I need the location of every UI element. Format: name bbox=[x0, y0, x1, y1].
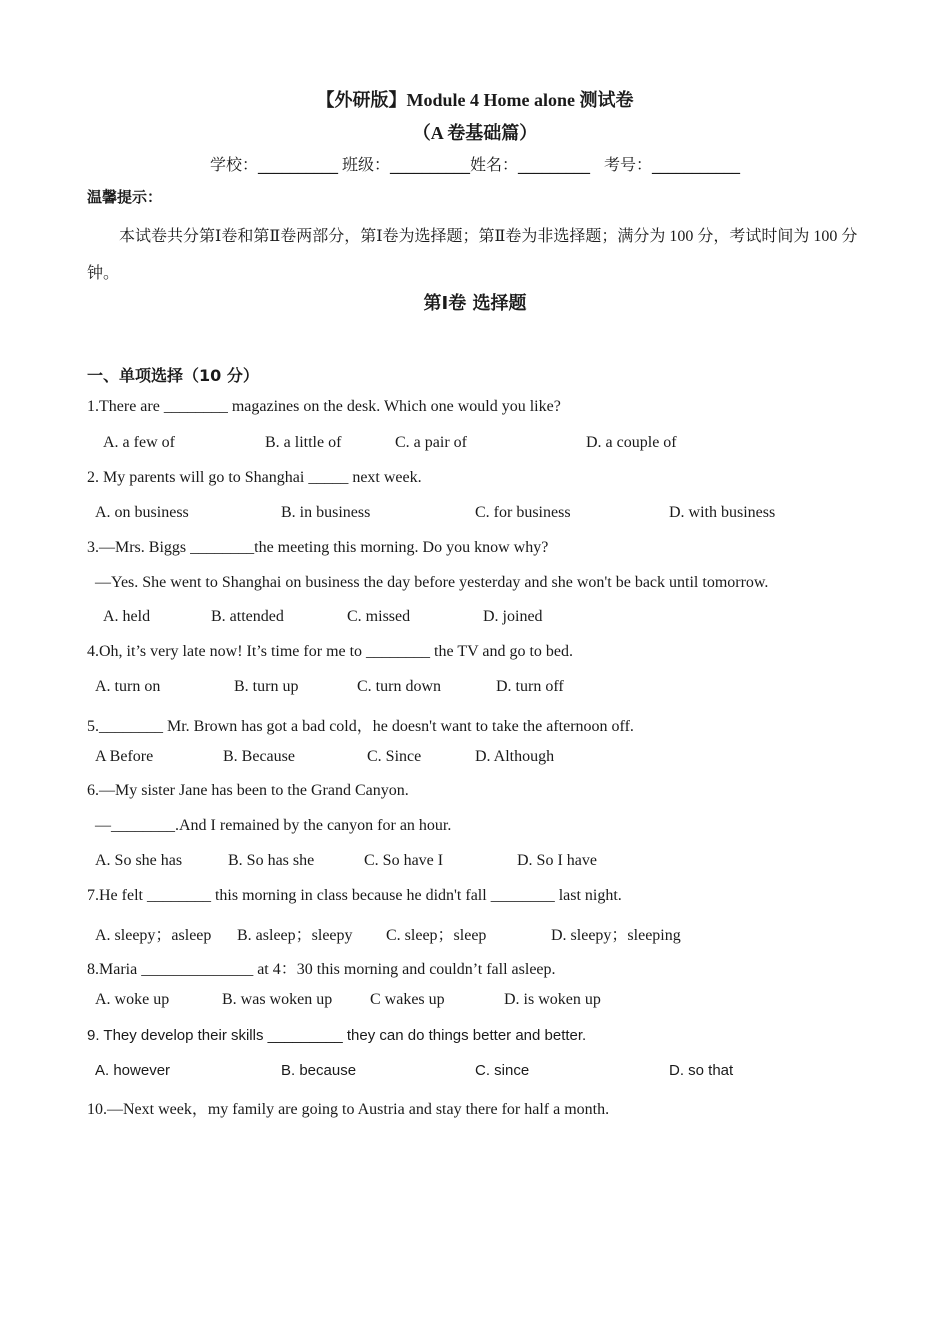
exam-subtitle: （A 卷基础篇） bbox=[412, 123, 538, 143]
question-7-option-d: D. sleepy；sleeping bbox=[551, 927, 681, 944]
question-7-stem: 7.He felt ________ this morning in class because he didn't fall ________ last night. bbox=[87, 887, 622, 904]
question-4-option-c: C. turn down bbox=[357, 678, 441, 695]
question-3-option-b: B. attended bbox=[211, 608, 284, 625]
exam-title: 【外研版】Module 4 Home alone 测试卷 bbox=[316, 90, 634, 110]
question-9-option-a: A. however bbox=[95, 1062, 171, 1079]
question-1-option-a: A. a few of bbox=[103, 434, 175, 451]
question-7-option-a: A. sleepy；asleep bbox=[95, 927, 212, 944]
question-4-option-d: D. turn off bbox=[496, 678, 564, 695]
question-2-option-b: B. in business bbox=[281, 504, 371, 521]
question-3-stem: 3.—Mrs. Biggs ________the meeting this morning. Do you know why? bbox=[87, 539, 549, 556]
question-3-reply: —Yes. She went to Shanghai on business the day before yesterday and she won't be back until tomorrow. bbox=[95, 574, 769, 591]
question-5-option-d: D. Although bbox=[475, 748, 555, 765]
school-field: 学校：__________ bbox=[209, 155, 338, 174]
question-2-option-d: D. with business bbox=[669, 504, 776, 521]
question-9-stem: 9. They develop their skills _________ they can do things better and better. bbox=[87, 1027, 587, 1044]
question-8-option-d: D. is woken up bbox=[504, 991, 601, 1008]
tips-body: 本试卷共分第Ⅰ卷和第Ⅱ卷两部分，第Ⅰ卷为选择题；第Ⅱ卷为非选择题；满分为 100 分，考试时间为 100 分钟。 bbox=[87, 228, 858, 282]
part-title: 一、单项选择（10 分） bbox=[87, 366, 259, 385]
question-6-reply: —________.And I remained by the canyon for an hour. bbox=[95, 817, 452, 834]
question-4-option-a: A. turn on bbox=[95, 678, 161, 695]
question-8-option-c: C wakes up bbox=[370, 991, 445, 1008]
question-6-option-a: A. So she has bbox=[95, 852, 183, 869]
section-title: 第Ⅰ卷 选择题 bbox=[423, 293, 527, 314]
question-4-stem: 4.Oh, it’s very late now! It’s time for me to ________ the TV and go to bed. bbox=[87, 643, 573, 660]
question-6-option-c: C. So have I bbox=[364, 852, 444, 869]
question-6-stem: 6.—My sister Jane has been to the Grand Canyon. bbox=[87, 782, 409, 799]
question-7-option-b: B. asleep；sleepy bbox=[237, 927, 353, 944]
question-3-option-c: C. missed bbox=[347, 608, 411, 625]
question-8-option-b: B. was woken up bbox=[222, 991, 333, 1008]
question-2-stem: 2. My parents will go to Shanghai _____ next week. bbox=[87, 469, 422, 486]
question-8-stem: 8.Maria ______________ at 4：30 this morning and couldn’t fall asleep. bbox=[87, 961, 556, 978]
question-8-option-a: A. woke up bbox=[95, 991, 170, 1008]
question-1-option-c: C. a pair of bbox=[395, 434, 467, 451]
question-9-option-b: B. because bbox=[281, 1062, 357, 1079]
question-1-option-d: D. a couple of bbox=[586, 434, 677, 451]
question-10-stem: 10.—Next week，my family are going to Austria and stay there for half a month. bbox=[87, 1101, 610, 1118]
question-3-option-a: A. held bbox=[103, 608, 151, 625]
tips-label: 温馨提示： bbox=[87, 188, 163, 206]
student-info-line bbox=[0, 152, 950, 175]
name-field: 姓名：_________ bbox=[470, 155, 591, 174]
question-1-option-b: B. a little of bbox=[265, 434, 342, 451]
class-field: 班级：__________ bbox=[341, 155, 470, 174]
question-2-option-c: C. for business bbox=[475, 504, 571, 521]
question-6-option-d: D. So I have bbox=[517, 852, 597, 869]
question-2-option-a: A. on business bbox=[95, 504, 189, 521]
question-5-stem: 5.________ Mr. Brown has got a bad cold，he doesn't want to take the afternoon off. bbox=[87, 718, 634, 735]
question-6-option-b: B. So has she bbox=[228, 852, 315, 869]
question-3-option-d: D. joined bbox=[483, 608, 543, 625]
question-5-option-a: A Before bbox=[95, 748, 154, 765]
question-9-option-c: C. since bbox=[475, 1062, 530, 1079]
question-5-option-c: C. Since bbox=[367, 748, 422, 765]
question-4-option-b: B. turn up bbox=[234, 678, 299, 695]
question-7-option-c: C. sleep；sleep bbox=[386, 927, 487, 944]
question-9-option-d: D. so that bbox=[669, 1062, 734, 1079]
question-1-stem: 1.There are ________ magazines on the desk. Which one would you like? bbox=[87, 398, 561, 415]
exam-number-field: 考号：___________ bbox=[604, 155, 741, 174]
question-5-option-b: B. Because bbox=[223, 748, 295, 765]
